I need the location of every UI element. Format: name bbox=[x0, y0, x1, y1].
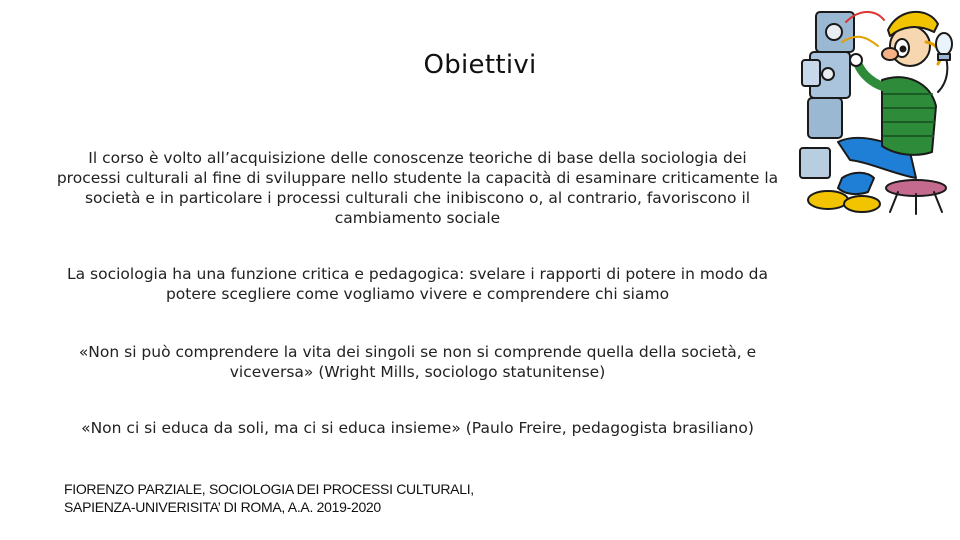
slide-footer bbox=[64, 480, 584, 516]
paragraph-wright-mills-quote: «Non si può comprendere la vita dei singoli se non si comprende quella della società, e viceversa» (Wright Mills, sociologo statunitense) bbox=[78, 343, 757, 381]
cartoon-inventor-icon bbox=[798, 2, 958, 216]
paragraph-course-goal: Il corso è volto all’acquisizione delle conoscenze teoriche di base della sociologia dei processi culturali al fine di sviluppare nello studente la capacità di esaminare criticamente la società e in particolare i processi culturali che inibiscono o, al contrario, favoriscono il cambiamento sociale bbox=[56, 149, 779, 227]
paragraph-sociology-function: La sociologia ha una funzione critica e pedagogica: svelare i rapporti di potere in modo da potere scegliere come vogliamo vivere e comprendere chi siamo bbox=[66, 265, 769, 303]
footer-line-author-course: FIORENZO PARZIALE, SOCIOLOGIA DEI PROCESSI CULTURALI, bbox=[64, 481, 474, 497]
footer-line-university-year: SAPIENZA-UNIVERISITA’ DI ROMA, A.A. 2019-2020 bbox=[64, 499, 381, 515]
slide-title: Obiettivi bbox=[423, 50, 537, 80]
paragraph-freire-quote: «Non ci si educa da soli, ma ci si educa insieme» (Paulo Freire, pedagogista brasiliano) bbox=[81, 419, 754, 437]
